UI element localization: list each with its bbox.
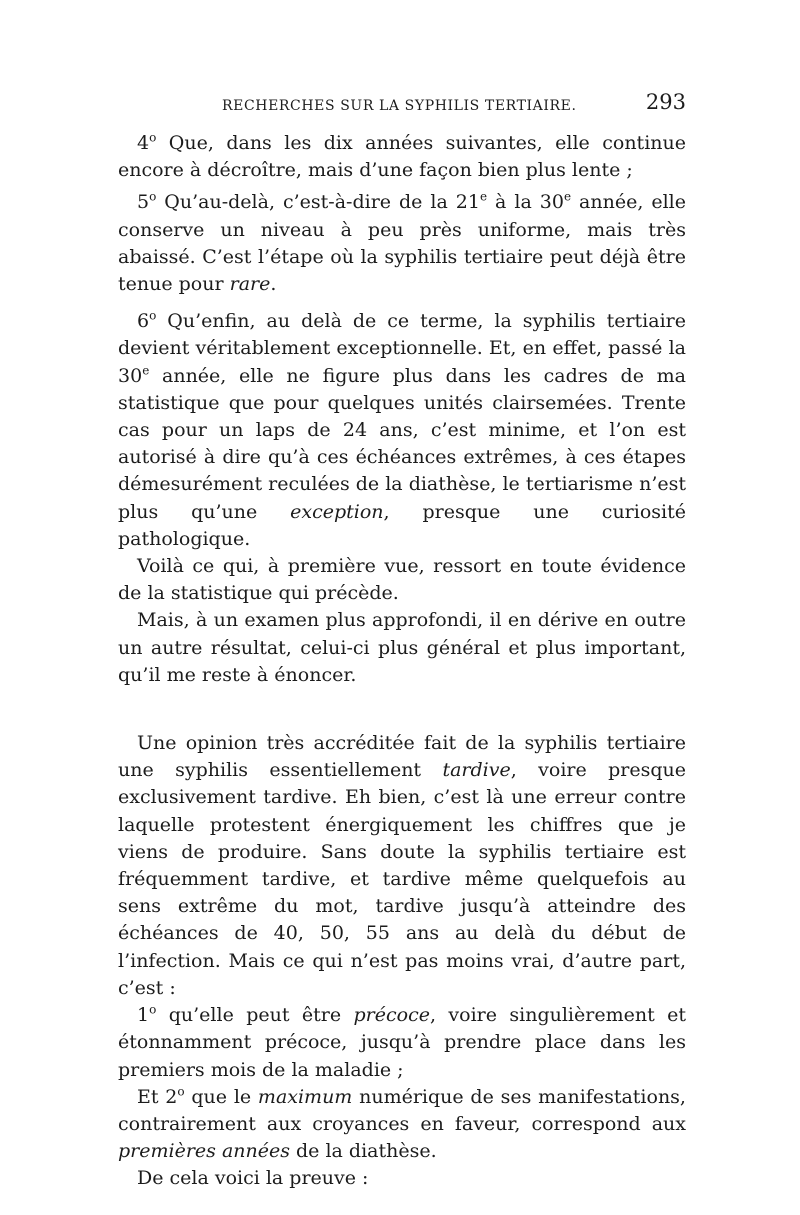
- page-number: 293: [645, 90, 686, 114]
- paragraph-point-4: 4$^o$ Que, dans les dix années suivantes, elle continue encore à décroître, mais d’une façon bien plus lente ;: [118, 130, 686, 182]
- paragraph-point-2: Et 2$^o$ que le maximum numérique de ses manifestations, contrairement aux croyances en faveur, correspond aux premières années de la diathèse.: [118, 1084, 686, 1163]
- paragraph-point-6: 6$^o$ Qu’enfin, au delà de ce terme, la syphilis tertiaire devient véritablement exceptionnelle. Et, en effet, passé la 30e année, elle ne figure plus dans les cadres de ma statistique que pour quelques unités clairsemées. Trente cas pour un laps de 24 ans, c’est minime, et l’on est autorisé à dire qu’à ces échéances extrêmes, à ces étapes démesurément reculées de la diathèse, le tertiarisme n’est plus qu’une exception, presque une curiosité pathologique.: [118, 308, 686, 550]
- body-text: [118, 130, 686, 1193]
- paragraph-preuve: De cela voici la preuve :: [137, 1167, 369, 1190]
- paragraph-point-1: 1$^o$ qu’elle peut être précoce, voire singulièrement et étonnamment précoce, jusqu’à prendre place dans les premiers mois de la maladie ;: [118, 1002, 686, 1081]
- paragraph-opinion: Une opinion très accréditée fait de la syphilis tertiaire une syphilis essentiellement tardive, voire presque exclusivement tardive. Eh bien, c’est là une erreur contre laquelle protestent énergiquement les chiffres que je viens de produire. Sans doute la syphilis tertiaire est fréquemment tardive, et tardive même quelquefois au sens extrême du mot, tardive jusqu’à atteindre des échéances de 40, 50, 55 ans au delà du début de l’infection. Mais ce qui n’est pas moins vrai, d’autre part, c’est :: [118, 732, 687, 999]
- page-header: [118, 92, 686, 122]
- paragraph-mais: Mais, à un examen plus approfondi, il en dérive en outre un autre résultat, celui-ci plus général et plus important, qu’il me reste à énoncer.: [118, 609, 686, 686]
- running-head: RECHERCHES SUR LA SYPHILIS TERTIAIRE.: [222, 98, 577, 114]
- paragraph-point-5: 5$^o$ Qu’au-delà, c’est-à-dire de la 21e à la 30e année, elle conserve un niveau à peu près uniforme, mais très abaissé. C’est l’étape où la syphilis tertiaire peut déjà être tenue pour rare.: [118, 190, 686, 296]
- paragraph-voila: Voilà ce qui, à première vue, ressort en toute évidence de la statistique qui précède.: [118, 555, 686, 605]
